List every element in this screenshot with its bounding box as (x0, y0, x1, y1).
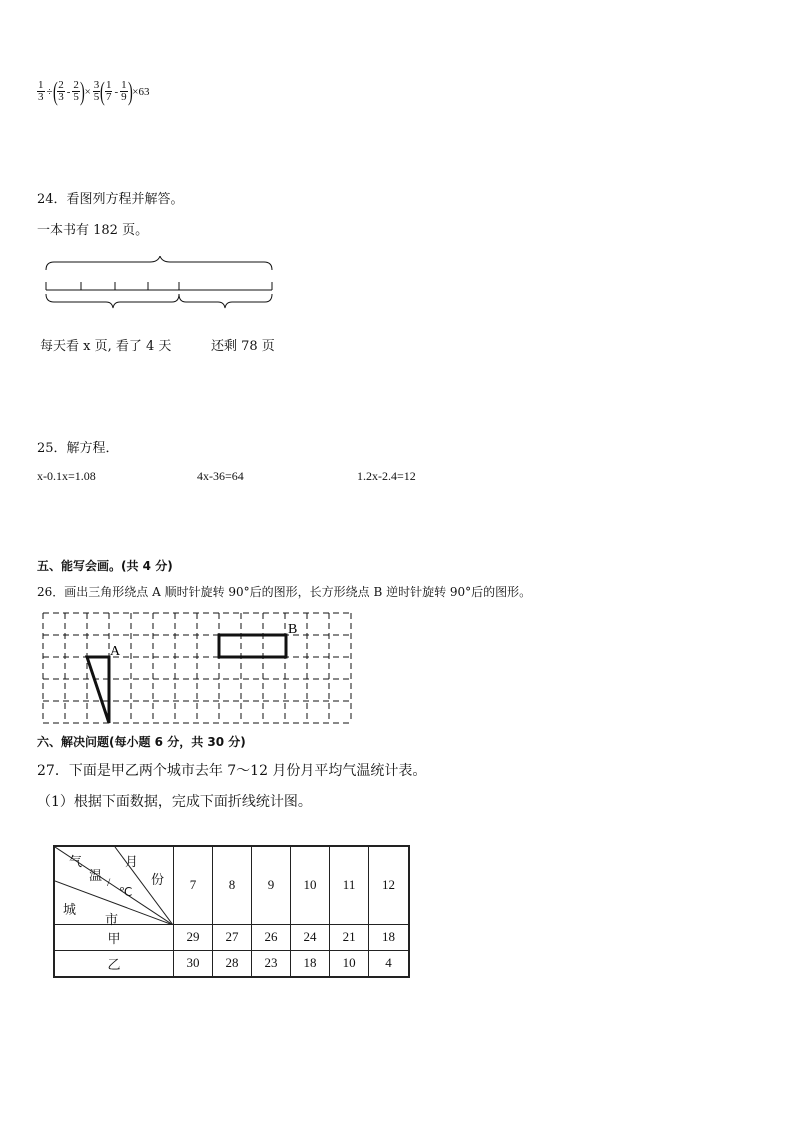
section5-title: 五、能写会画。(共 4 分) (37, 559, 173, 573)
expression-tail: ×63 (132, 85, 150, 98)
value-cell: 24 (291, 924, 330, 950)
value-cell: 10 (330, 950, 369, 977)
times-sign: × (84, 85, 91, 98)
fraction: $\frac{3}{5}$ (93, 79, 100, 103)
divide-sign: ÷ (46, 85, 53, 98)
month-header: 9 (252, 846, 291, 924)
right-paren: ) (79, 76, 85, 106)
city-cell: 甲 (54, 924, 174, 950)
equation-1: x-0.1x=1.08 (37, 469, 96, 483)
top-brace (46, 256, 272, 270)
equation-3: 1.2x-2.4=12 (357, 469, 416, 483)
value-cell: 21 (330, 924, 369, 950)
point-a-label: A (110, 644, 121, 659)
corner-qi: 气 (69, 854, 83, 869)
point-b-label: B (288, 622, 298, 637)
month-header: 12 (369, 846, 409, 924)
math-expression (36, 76, 151, 106)
bottom-brace-right (179, 294, 272, 308)
month-header: 10 (291, 846, 330, 924)
label-right: 还剩 78 页 (211, 339, 275, 354)
q24-intro: 一本书有 182 页。 (37, 223, 149, 238)
fraction: $\frac{1}{7}$ (105, 79, 112, 103)
month-header: 11 (330, 846, 369, 924)
fraction: $\frac{2}{5}$ (73, 79, 79, 103)
corner-fen: 份 (151, 872, 165, 887)
value-cell: 18 (369, 924, 409, 950)
corner-cheng: 城 (63, 902, 77, 917)
temperature-table (53, 845, 410, 978)
q27-sub1: （1）根据下面数据，完成下面折线统计图。 (37, 794, 312, 810)
q25-title: 25．解方程． (37, 441, 119, 456)
value-cell: 30 (174, 950, 213, 977)
month-header: 8 (213, 846, 252, 924)
rectangle-shape (219, 635, 286, 657)
corner-unit: ℃ (119, 885, 133, 899)
equation-2: 4x-36=64 (197, 469, 244, 483)
value-cell: 27 (213, 924, 252, 950)
table-header-row (54, 846, 409, 924)
value-cell: 18 (291, 950, 330, 977)
corner-wen: 温 (89, 868, 103, 883)
q26-title: 26．画出三角形绕点 A 顺时针旋转 90°后的图形，长方形绕点 B 逆时针旋转 90°后的图形。 (37, 585, 532, 599)
value-cell: 4 (369, 950, 409, 977)
fraction: $\frac{1}{3}$ (38, 79, 44, 103)
q24-title: 24．看图列方程并解答。 (37, 192, 184, 207)
section6-title: 六、解决问题(每小题 6 分，共 30 分) (37, 735, 246, 749)
minus-sign: - (66, 85, 71, 98)
q27-title: 27．下面是甲乙两个城市去年 7～12 月份月平均气温统计表。 (37, 763, 427, 779)
month-header: 7 (174, 846, 213, 924)
segment-diagram (40, 256, 280, 316)
value-cell: 29 (174, 924, 213, 950)
fraction: $\frac{1}{9}$ (121, 79, 127, 103)
corner-shi: 市 (105, 912, 119, 927)
value-cell: 26 (252, 924, 291, 950)
header-corner-cell (54, 846, 174, 927)
rotation-grid (40, 610, 360, 728)
triangle-shape (87, 657, 109, 723)
fraction: $\frac{2}{3}$ (58, 79, 64, 103)
table-row (54, 950, 409, 977)
label-left: 每天看 x 页, 看了 4 天 (40, 339, 172, 354)
minus-sign: - (114, 85, 119, 98)
bottom-brace-left (46, 294, 179, 308)
left-paren: ( (52, 76, 58, 106)
value-cell: 28 (213, 950, 252, 977)
value-cell: 23 (252, 950, 291, 977)
corner-slash: / (107, 875, 111, 889)
corner-yue: 月 (125, 854, 139, 869)
right-paren: ) (127, 76, 133, 106)
city-cell: 乙 (54, 950, 174, 977)
left-paren: ( (100, 76, 106, 106)
ticks (46, 282, 272, 290)
